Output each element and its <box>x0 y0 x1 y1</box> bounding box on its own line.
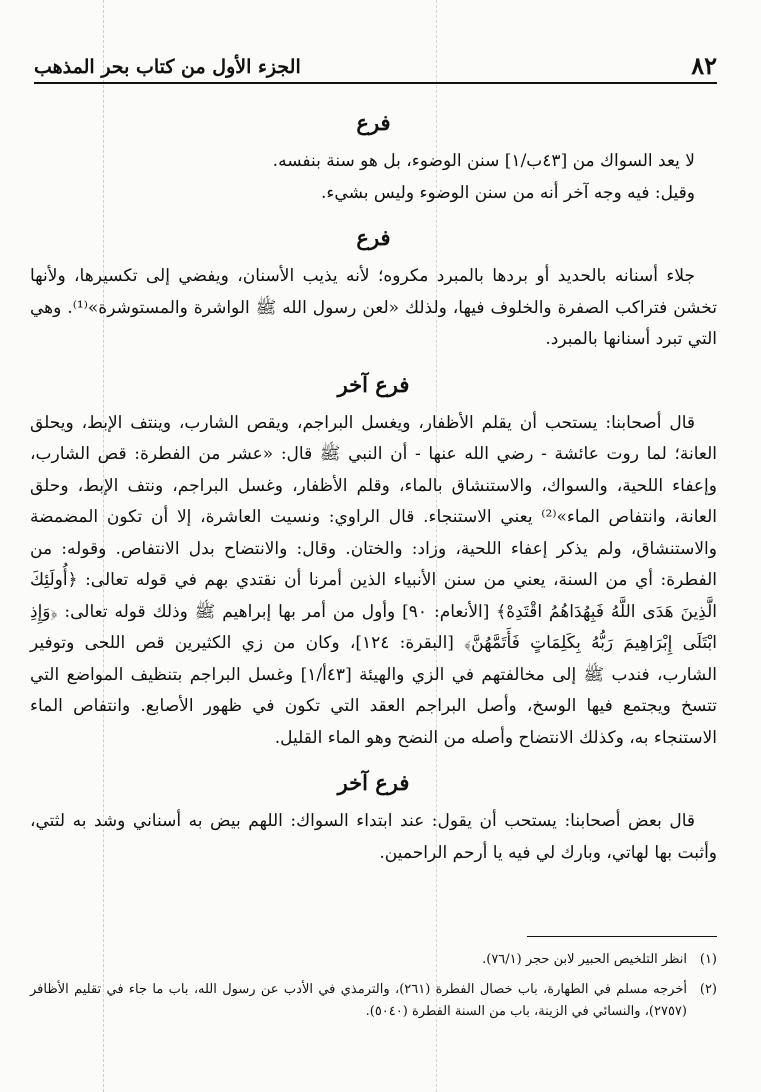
footnote-divider <box>527 936 717 937</box>
footnote-number: (٢) <box>699 982 717 997</box>
section-heading: فرع <box>356 110 391 135</box>
footnote <box>30 949 717 971</box>
footnote <box>30 979 717 1023</box>
paragraph: لا يعد السواك من [٤٣ب/١] سنن الوضوء، بل هو سنة بنفسه. <box>272 151 695 171</box>
section-heading: فرع <box>356 225 391 250</box>
paragraph: جلاء أسنانه بالحديد أو بردها بالمبرد مكروه؛ لأنه يذيب الأسنان، ويفضي إلى تكسيرها، ولأنها تخشن فتراكب الصفرة والخلوف فيها، ولذلك «لعن رسول الله ﷺ الواشرة والمستوشرة»⁽¹⁾. وهي التي تبرد أسنانها بالمبرد. <box>30 266 718 349</box>
footnote-number: (١) <box>699 952 717 967</box>
section-heading: فرع آخر <box>337 371 410 397</box>
page-header <box>34 52 717 84</box>
main-text <box>30 100 717 869</box>
paragraph: قال بعض أصحابنا: يستحب أن يقول: عند ابتداء السواك: اللهم بيض به أسناني وشد به لثتي، وأثبت بها لهاتي، وبارك لي فيه يا أرحم الراحمين. <box>30 811 717 863</box>
section-heading: فرع آخر <box>337 770 410 795</box>
running-title: الجزء الأول من كتاب بحر المذهب <box>34 56 301 78</box>
footnote-text: انظر التلخيص الحبير لابن حجر (٧٦/١). <box>482 952 687 967</box>
paragraph: وقيل: فيه وجه آخر أنه من سنن الوضوء وليس بشيء. <box>321 182 695 203</box>
page-number: ٨٢ <box>691 51 717 80</box>
paragraph: قال أصحابنا: يستحب أن يقلم الأظفار، ويغسل البراجم، ويقص الشارب، وينتف الإبط، ويحلق العانة؛ لما روت عائشة - رضي الله عنها - أن النبي ﷺ قال: «عشر من الفطرة: قص الشارب، وإعفاء اللحية، والسواك، والاستنشاق بالماء، وقلم الأظفار، وغسل البراجم، ونتف الإبط، وحلق العانة، وانتفاص الماء»⁽²⁾ يعني الاستنجاء. قال الراوي: ونسيت العاشرة، إلا أن تكون المضمضة والاستنشاق، ولم يذكر إعفاء اللحية، وزاد: والختان. وقال: والانتضاح بدل الانتفاص. وقوله: من الفطرة: أي من السنة، يعني من سنن الأنبياء الذين أمرنا أن نقتدي بهم في قوله تعالى: ﴿أُولَئِكَ الَّذِينَ هَدَى اللَّهُ فَبِهُدَاهُمُ اقْتَدِهْ﴾ [الأنعام: ٩٠] وأول من أمر بها إبراهيم ﷺ وذلك قوله تعالى: ﴿وَإِذِ ابْتَلَى إِبْرَاهِيمَ رَبُّهُ بِكَلِمَاتٍ فَأَتَمَّهُنَّ﴾ [البقرة: ١٢٤]، وكان من زي الكثيرين قص اللحى وتوفير الشارب، فندب ﷺ إلى مخالفتهم في الزي والهيئة [٤٣أ/١] وغسل البراجم بتنظيف المواضع التي تتسخ ويجتمع فيها الوسخ، وأصل البراجم العقد التي تكون في ظهور الأصابع. وانتفاص الماء الاستنجاء به، وكذلك الانتضاح وأصله من النضح وهو الماء القليل. <box>30 412 717 748</box>
footnote-text: أخرجه مسلم في الطهارة، باب خصال الفطرة (٢٦١)، والترمذي في الأدب عن رسول الله، باب ما جاء في تقليم الأظافر (٢٧٥٧)، والنسائي في الزينة، باب من السنة الفطرة (٥٠٤٠). <box>30 982 687 1019</box>
footnotes <box>30 936 717 1031</box>
